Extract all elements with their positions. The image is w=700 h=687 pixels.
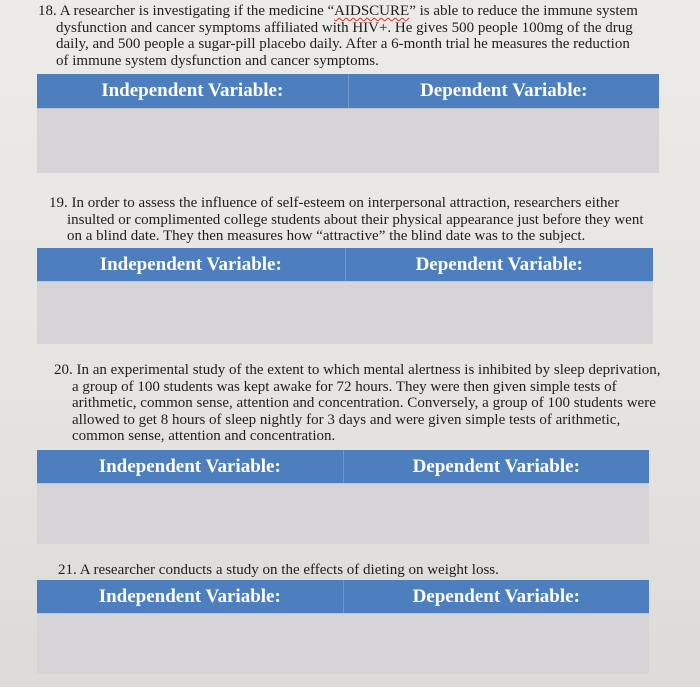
question-text: a group of 100 students was kept awake for 72 hours. They were then given simple tests of	[72, 378, 617, 395]
question-text: insulted or complimented college students about their physical appearance just before they went	[67, 211, 644, 228]
question-number: 20.	[54, 362, 73, 378]
question-text: of immune system dysfunction and cancer symptoms.	[56, 52, 379, 69]
misspelled-word: AIDSCURE	[334, 3, 410, 19]
question-number: 18.	[38, 3, 57, 19]
question-text: common sense, attention and concentration.	[72, 428, 336, 444]
dependent-variable-header: Dependent Variable:	[343, 450, 650, 483]
question-text: arithmetic, common sense, attention and concentration. Conversely, a group of 100 students were	[72, 395, 656, 411]
answer-area[interactable]	[37, 613, 649, 674]
answer-table-header	[37, 248, 653, 281]
independent-variable-header: Independent Variable:	[99, 253, 282, 275]
dependent-variable-header: Dependent Variable:	[343, 580, 650, 613]
question-text: dysfunction and cancer symptoms affiliated with HIV+. He gives 500 people 100mg of the drug	[56, 19, 633, 36]
question-text: daily, and 500 people a sugar-pill placebo daily. After a 6-month trial he measures the reduction	[56, 36, 630, 52]
question-text: In order to assess the influence of self-esteem on interpersonal attraction, researchers either	[71, 195, 620, 211]
dependent-variable-header: Dependent Variable:	[348, 74, 660, 108]
question-number: 19.	[49, 195, 68, 211]
answer-table-header	[37, 74, 659, 108]
answer-area[interactable]	[37, 483, 649, 544]
answer-table-header	[37, 580, 649, 613]
independent-variable-header: Independent Variable:	[98, 455, 281, 477]
question-19	[49, 195, 643, 245]
question-text: A researcher conducts a study on the effects of dieting on weight loss.	[79, 562, 499, 578]
question-text: In an experimental study of the extent to which mental alertness is inhibited by sleep deprivation,	[76, 362, 661, 378]
independent-variable-header: Independent Variable:	[98, 585, 281, 607]
answer-area[interactable]	[37, 108, 659, 173]
question-text: ” is able to reduce the immune system	[409, 3, 638, 19]
question-20	[54, 362, 661, 445]
question-text: allowed to get 8 hours of sleep nightly for 3 days and were given simple tests of arithmetic,	[72, 411, 621, 428]
question-text: A researcher is investigating if the medicine “	[59, 3, 335, 19]
dependent-variable-header: Dependent Variable:	[345, 248, 654, 281]
question-number: 21.	[58, 562, 77, 578]
independent-variable-header: Independent Variable:	[101, 80, 284, 101]
question-18	[38, 3, 638, 69]
question-text: on a blind date. They then measures how “attractive” the blind date was to the subject.	[67, 228, 586, 244]
answer-area[interactable]	[37, 281, 653, 344]
question-21	[58, 562, 499, 579]
answer-table-header	[37, 450, 649, 483]
